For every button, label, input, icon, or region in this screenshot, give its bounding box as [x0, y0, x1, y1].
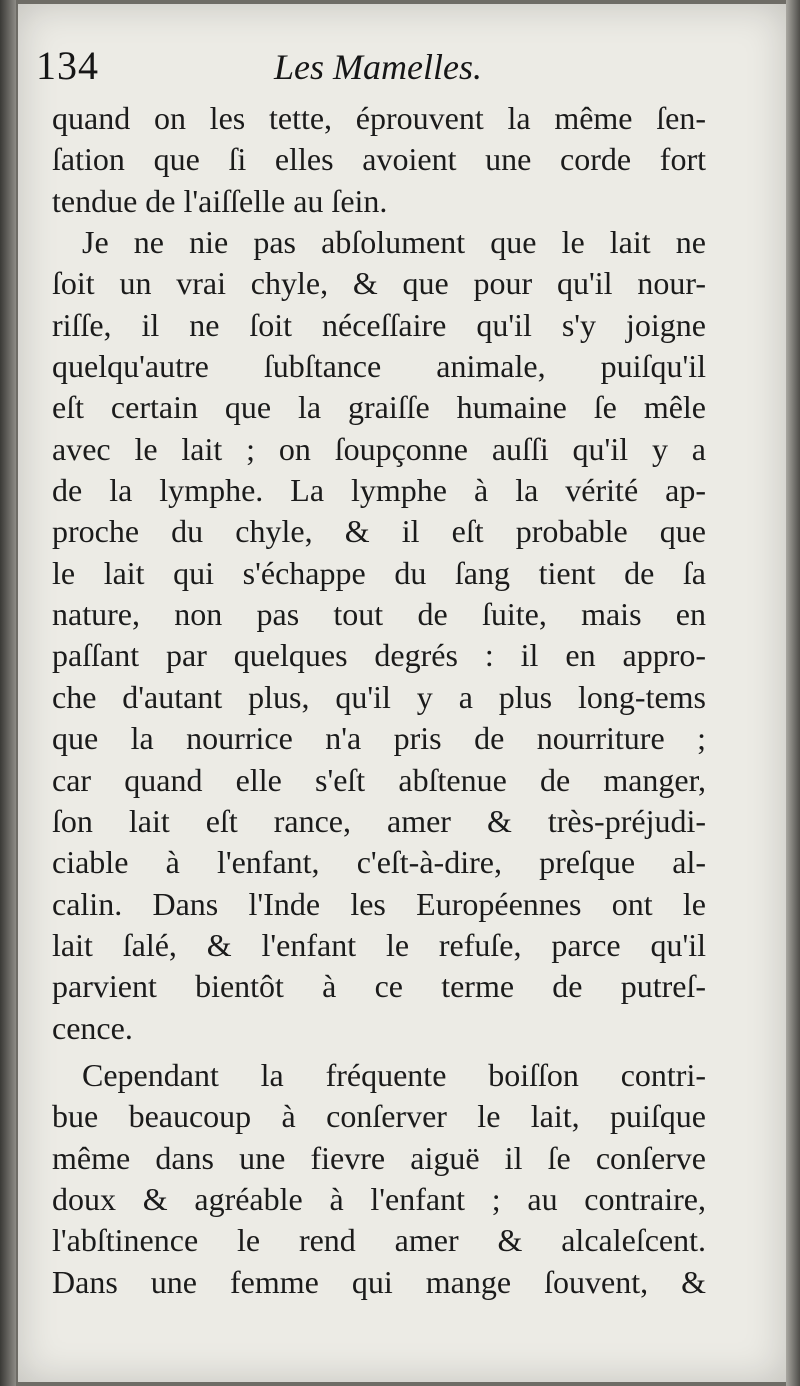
text-line: quand on les tette, éprouvent la même ſen-	[52, 100, 706, 136]
text-line: ſon lait eſt rance, amer & très-préjudi-	[52, 802, 706, 839]
text-line: parvient bientôt à ce terme de putreſ-	[52, 968, 706, 1005]
page-header	[36, 42, 716, 92]
text-line: nature, non pas tout de ſuite, mais en	[52, 596, 706, 633]
text-line: doux & agréable à l'enfant ; au contraire,	[52, 1180, 706, 1217]
text-line: Dans une femme qui mange ſouvent, &	[52, 1263, 706, 1300]
text-line: Cependant la fréquente boiſſon contri-	[82, 1056, 706, 1093]
book-gutter-shadow	[0, 0, 16, 1386]
text-line: cence.	[52, 1009, 133, 1046]
text-line: même dans une fievre aiguë il ſe conſerve	[52, 1139, 706, 1176]
text-line: Je ne nie pas abſolument que le lait ne	[82, 224, 706, 261]
text-line: tendue de l'aiſſelle au ſein.	[52, 182, 388, 219]
text-line: que la nourrice n'a pris de nourriture ;	[52, 720, 706, 757]
body-text	[52, 98, 706, 1303]
text-line: avec le lait ; on ſoupçonne auſſi qu'il y a	[52, 430, 706, 467]
page-number: 134	[36, 43, 99, 88]
text-line: l'abſtinence le rend amer & alcaleſcent.	[52, 1222, 706, 1259]
text-line: lait ſalé, & l'enfant le refuſe, parce qu'il	[52, 926, 706, 963]
running-title: Les Mamelles.	[274, 47, 482, 87]
text-line: ciable à l'enfant, c'eſt-à-dire, preſque al-	[52, 844, 706, 881]
text-line: proche du chyle, & il eſt probable que	[52, 513, 706, 550]
text-line: riſſe, il ne ſoit néceſſaire qu'il s'y joigne	[52, 306, 706, 343]
text-line: bue beaucoup à conſerver le lait, puiſque	[52, 1098, 706, 1135]
text-line: le lait qui s'échappe du ſang tient de ſa	[52, 554, 706, 591]
text-line: quelqu'autre ſubſtance animale, puiſqu'il	[52, 348, 706, 385]
text-line: car quand elle s'eſt abſtenue de manger,	[52, 761, 706, 798]
text-line: paſſant par quelques degrés : il en appro-	[52, 637, 706, 674]
text-line: ſation que ſi elles avoient une corde fort	[52, 141, 706, 178]
text-line: de la lymphe. La lymphe à la vérité ap-	[52, 472, 706, 509]
text-line: calin. Dans l'Inde les Européennes ont le	[52, 885, 706, 922]
text-line: che d'autant plus, qu'il y a plus long-tems	[52, 678, 706, 715]
text-line: ſoit un vrai chyle, & que pour qu'il nour-	[52, 265, 706, 302]
text-line: eſt certain que la graiſſe humaine ſe mêle	[52, 389, 706, 426]
page-edge-shadow	[786, 0, 800, 1386]
